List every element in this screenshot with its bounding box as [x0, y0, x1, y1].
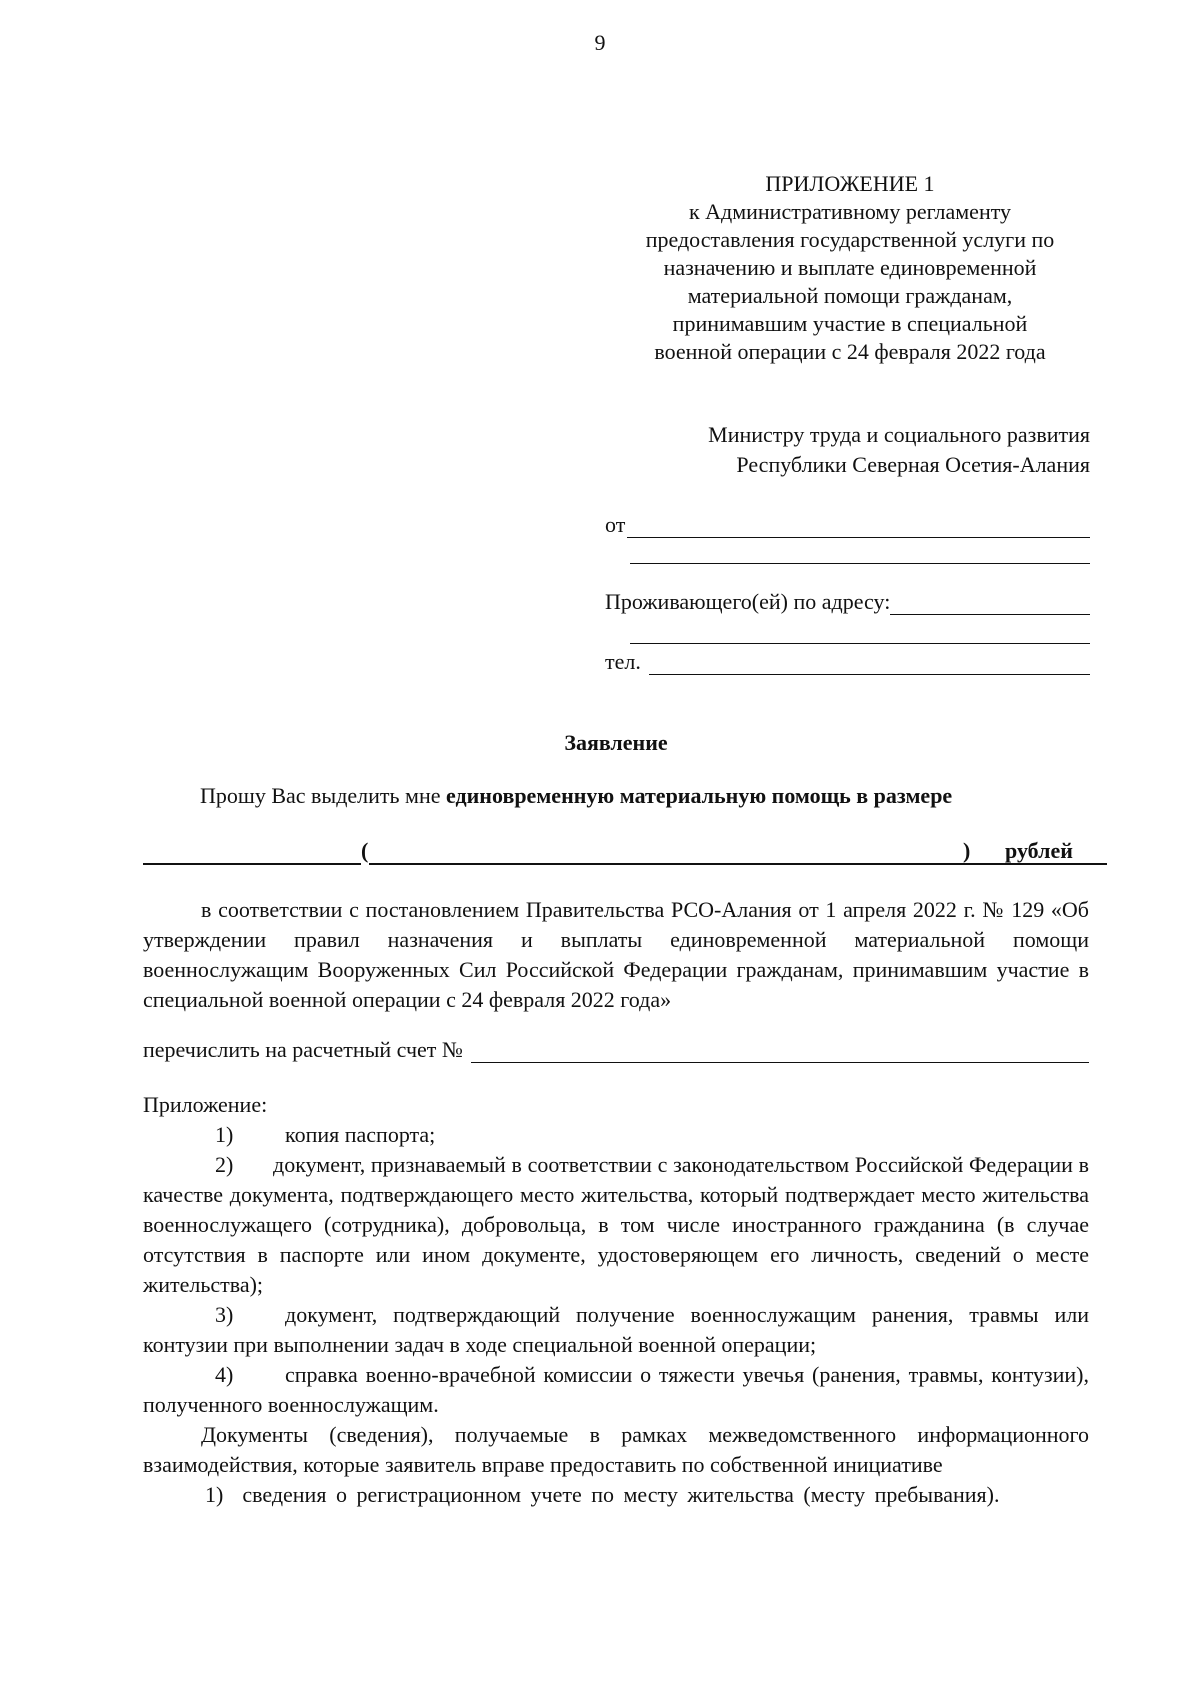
attachment-item	[143, 1360, 1089, 1420]
request-text-bold: единовременную материальную помощь в размере	[446, 783, 953, 808]
attachment-item-text: документ, подтверждающий получение военнослужащим ранения, травмы или контузии при выполнении задач в ходе специальной военной операции;	[143, 1302, 1089, 1357]
interagency-paragraph: Документы (сведения), получаемые в рамках межведомственного информационного взаимодействия, которые заявитель вправе предоставить по собственной инициативе	[143, 1422, 1089, 1477]
appendix-line: назначению и выплате единовременной	[663, 255, 1037, 280]
statement-title: Заявление	[564, 730, 668, 755]
address-input-line[interactable]	[890, 592, 1090, 615]
from-input-line-2[interactable]	[630, 563, 1090, 564]
amount-digits-line[interactable]	[143, 863, 361, 865]
appendix-line: принимавшим участие в специальной	[672, 311, 1028, 336]
attachment-item-number: 2)	[215, 1152, 234, 1177]
recipient-line-1: Министру труда и социального развития	[708, 422, 1090, 447]
amount-words-line[interactable]	[369, 863, 1107, 865]
interagency-item-number: 1)	[205, 1482, 224, 1507]
appendix-line: военной операции с 24 февраля 2022 года	[654, 339, 1046, 364]
appendix-line: к Административному регламенту	[688, 199, 1012, 224]
attachment-item	[143, 1300, 1089, 1360]
interagency-item	[143, 1480, 1089, 1510]
attachment-item	[143, 1120, 1089, 1150]
account-row	[143, 1033, 1089, 1063]
account-label: перечислить на расчетный счет №	[143, 1037, 463, 1062]
from-label: от	[605, 512, 626, 537]
appendix-header	[610, 170, 1090, 366]
attachments-section	[143, 1090, 1089, 1510]
recipient-line-2: Республики Северная Осетия-Алания	[736, 452, 1090, 477]
attachment-item-text: документ, признаваемый в соответствии с законодательством Российской Федерации в качестве документа, подтверждающего место жительства, который подтверждает место жительства военнослужащего (сотрудника), добровольца, в том числе иностранного гражданина (в случае отсутствия в паспорте или ином документе, удостоверяющем его личность, сведений о месте жительства);	[143, 1152, 1089, 1297]
attachment-item-number: 1)	[215, 1122, 234, 1147]
from-input-line[interactable]	[627, 515, 1090, 538]
interagency-item-text: сведения о регистрационном учете по месту жительства (месту пребывания).	[242, 1482, 1000, 1507]
attachment-item	[143, 1150, 1089, 1300]
amount-currency: рублей	[1005, 838, 1073, 863]
appendix-line: предоставления государственной услуги по	[645, 227, 1055, 252]
from-field-row	[605, 508, 1090, 538]
attachment-item-number: 4)	[215, 1362, 234, 1387]
attachments-heading: Приложение:	[143, 1092, 268, 1117]
address-input-line-2[interactable]	[630, 643, 1090, 644]
appendix-heading: ПРИЛОЖЕНИЕ 1	[765, 171, 935, 196]
attachment-item-text: справка военно-врачебной комиссии о тяжести увечья (ранения, травмы, контузии), полученного военнослужащим.	[143, 1362, 1089, 1417]
tel-label: тел.	[605, 649, 641, 674]
appendix-line: материальной помощи гражданам,	[687, 283, 1013, 308]
amount-row	[143, 838, 1085, 868]
tel-field-row	[605, 645, 1090, 675]
tel-input-line[interactable]	[649, 652, 1090, 675]
resolution-paragraph: в соответствии с постановлением Правительства РСО-Алания от 1 апреля 2022 г. № 129 «Об утверждении правил назначения и выплаты единовременной материальной помощи военнослужащим Вооруженных Сил Российской Федерации гражданам, принимавшим участие в специальной военной операции с 24 февраля 2022 года»	[143, 897, 1089, 1012]
request-sentence	[200, 783, 1090, 809]
amount-close-paren: )	[963, 838, 971, 863]
page-number: 9	[594, 30, 606, 55]
request-text: Прошу Вас выделить мне	[200, 783, 447, 808]
amount-open-paren: (	[361, 838, 369, 863]
address-field-row	[605, 585, 1090, 615]
address-label: Проживающего(ей) по адресу:	[605, 589, 891, 614]
account-input-line[interactable]	[471, 1040, 1089, 1063]
attachment-item-number: 3)	[215, 1302, 234, 1327]
recipient-block	[560, 420, 1090, 480]
attachment-item-text: копия паспорта;	[285, 1122, 436, 1147]
